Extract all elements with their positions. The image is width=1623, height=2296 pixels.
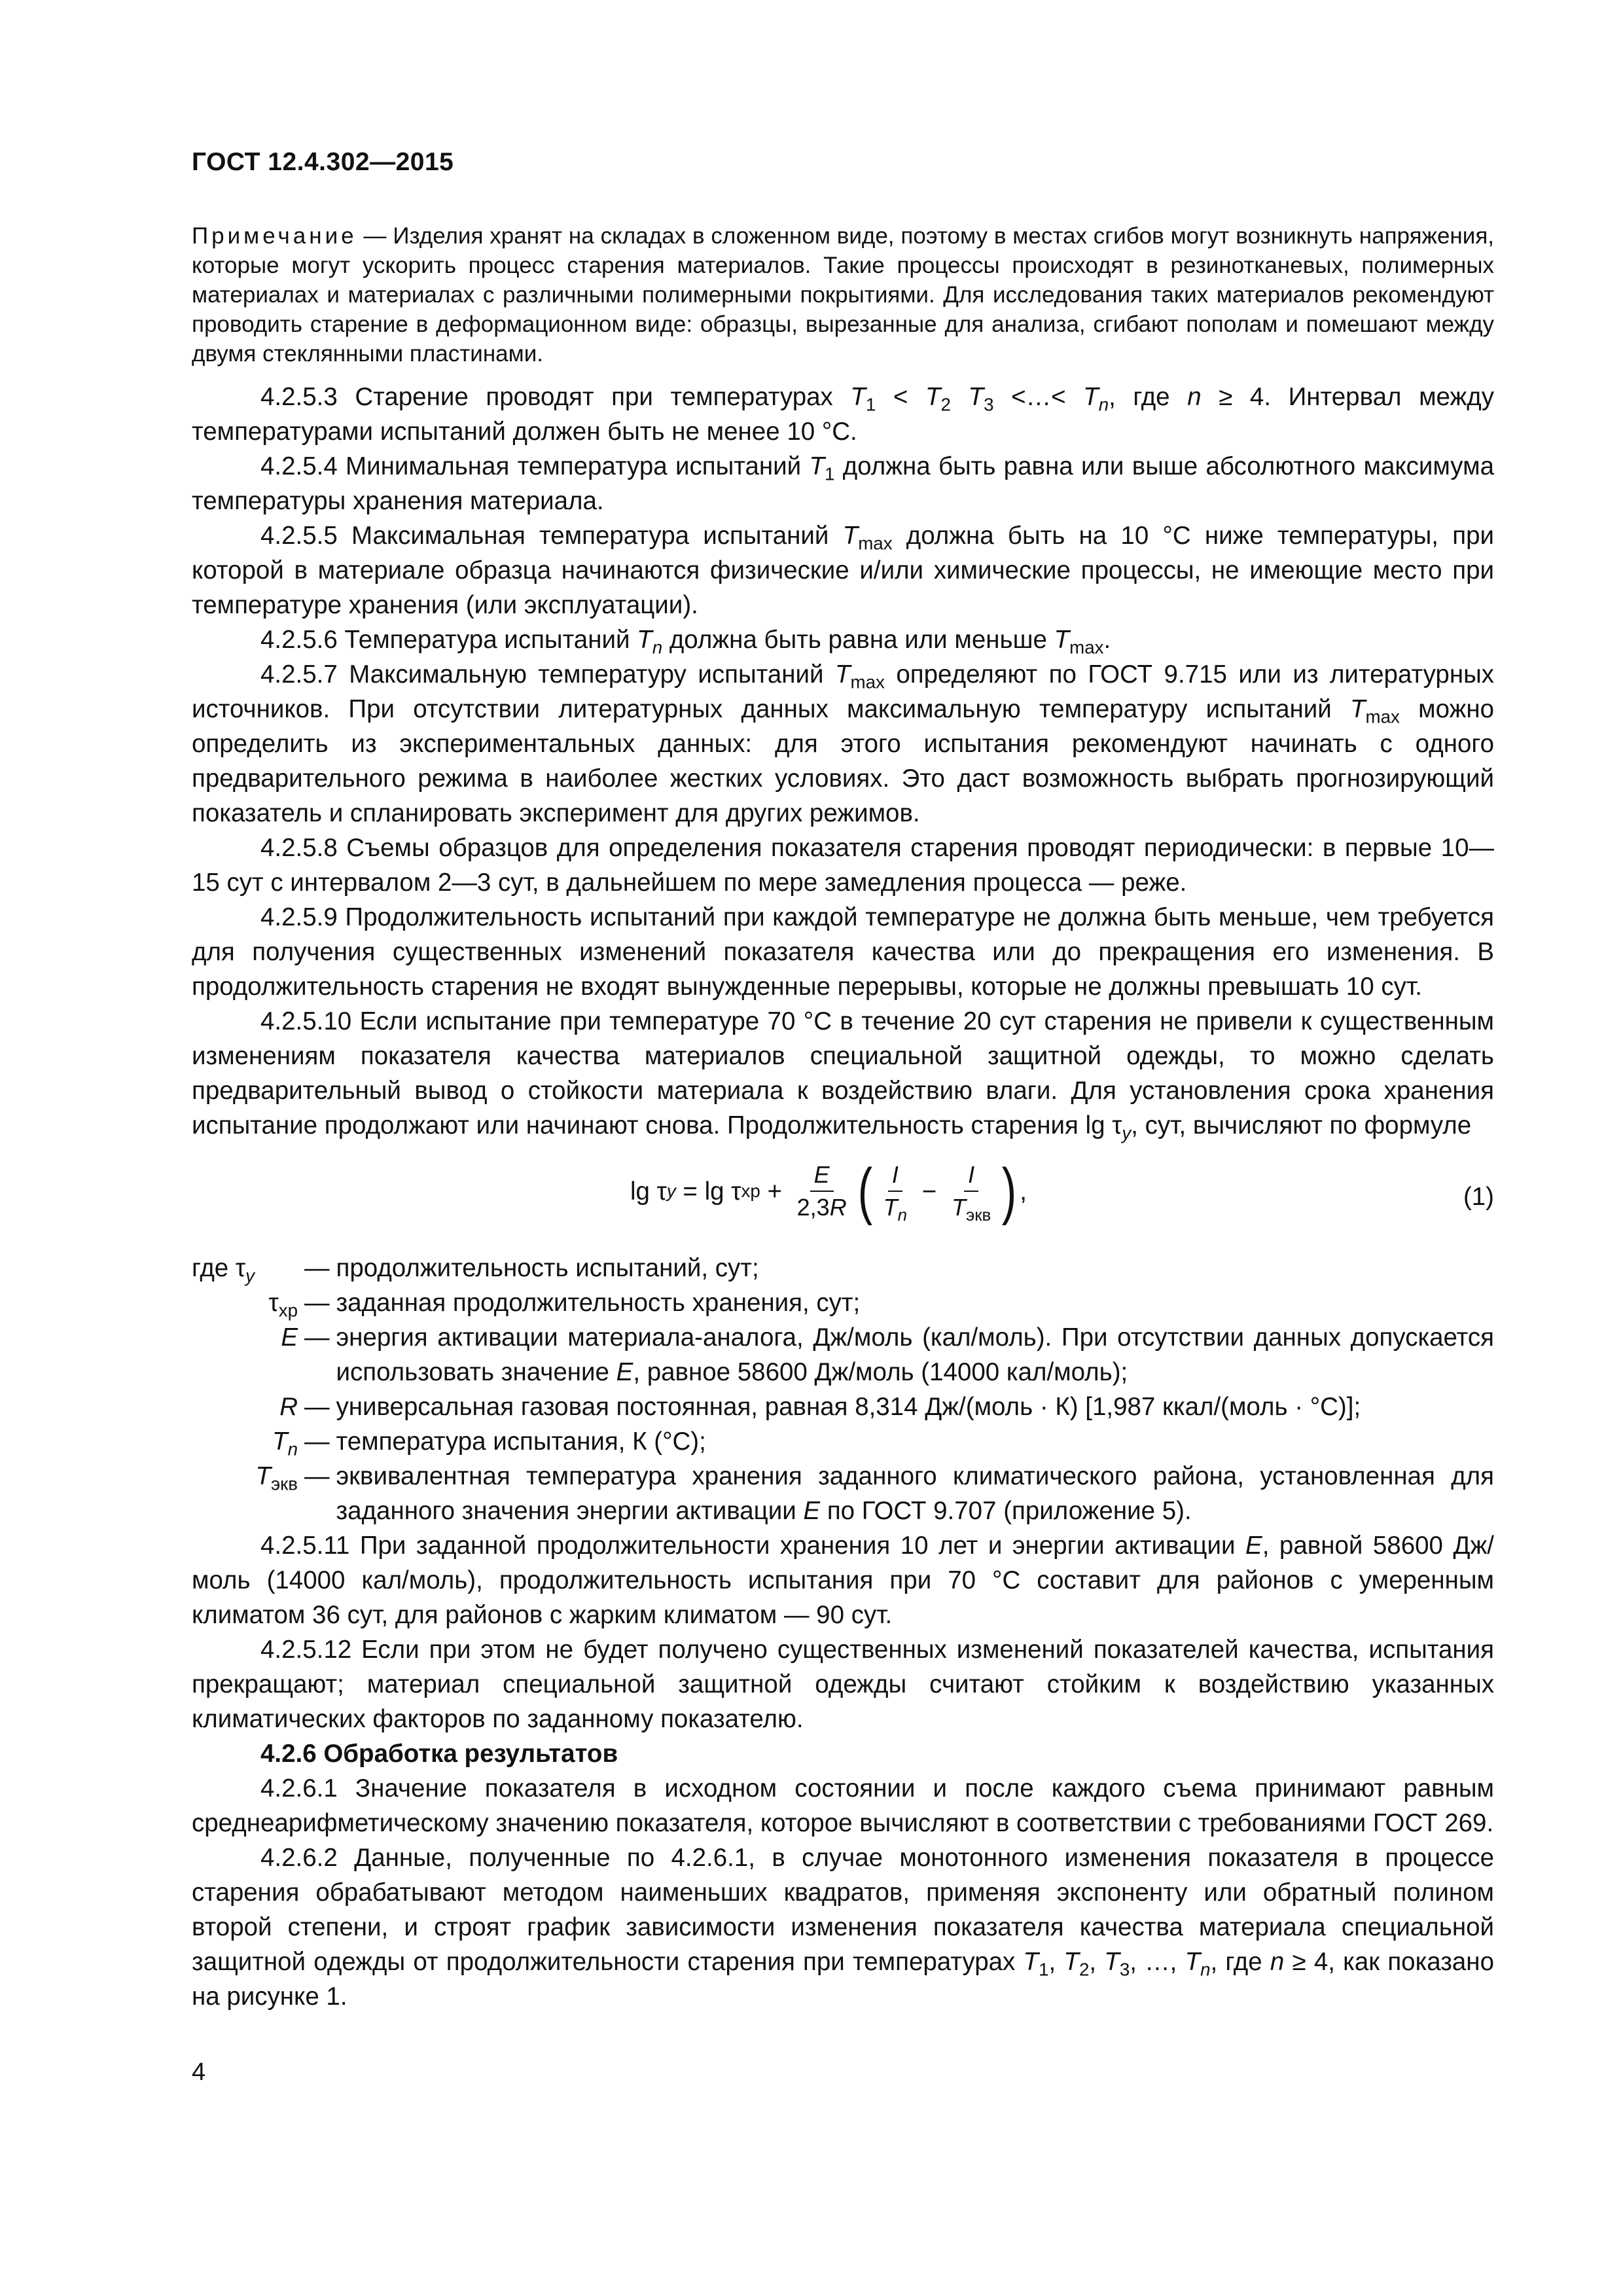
clause-4-2-5-7: 4.2.5.7 Максимальную температуру испытаний $T_{max}$ определяют по ГОСТ 9.715 или из литературных источников. При отсутствии литературных данных максимальную температуру испытаний $T_{max}$ можно определить из экспериментальных данных: для этого испытания рекомендуют начинать с одного предварительного режима в наиболее жестких условиях. Это даст возможность выбрать прогнозирующий показатель и спланировать эксперимент для других режимов. xyxy=(192,660,1494,827)
definition-tekv: $T_{экв}$ — эквивалентная температура хранения заданного климатического района, установленная для заданного значения энергии активации E по ГОСТ 9.707 (приложение 5). xyxy=(255,1462,1494,1525)
clause-4-2-5-6: 4.2.5.6 Температура испытаний $T_n$ должна быть равна или меньше $T_{max}$. xyxy=(260,626,1111,658)
left-paren: ( xyxy=(857,1156,872,1226)
clause-4-2-5-10: 4.2.5.10 Если испытание при температуре 70 °С в течение 20 сут старения не привели к существенным изменениям показателя качества материалов специальной защитной одежды, то можно сделать предварительный вывод о стойкости материала к воздействию влаги. Для установления срока хранения испытание продолжают или начинают снова. Продолжительность старения $\lg \tau_y$, сут, вычисляют по формуле xyxy=(192,1007,1494,1143)
note-block xyxy=(192,221,1494,368)
variable-definitions xyxy=(192,1251,1494,1528)
section-heading-4-2-6: 4.2.6 Обработка результатов xyxy=(260,1740,618,1768)
formula-expression: lg τ y = lg τ хр + $\frac{E}{2,3R}$ ( $\frac{I}{T_n}$ − $\frac{I}{T_{экв}}$ ) , xyxy=(630,1156,1027,1226)
clause-4-2-5-3: 4.2.5.3 Старение проводят при температурах $T_1 < T_2$ $T_3$ <…< $T_n$, где n ≥ 4. Интервал между температурами испытаний должен быть не менее 10 °С. xyxy=(192,383,1494,446)
definition-e: E — энергия активации материала-аналога, Дж/моль (кал/моль). При отсутствии данных допускается использовать значение E, равное 58600 Дж/моль (14000 кал/моль); xyxy=(281,1323,1494,1386)
fraction-e-over-r: $\frac{E}{2,3R}$ xyxy=(796,1161,847,1221)
definition-tn: $T_n$ — температура испытания, К (°С); xyxy=(272,1427,706,1460)
clause-4-2-5-9: 4.2.5.9 Продолжительность испытаний при каждой температуре не должна быть меньше, чем требуется для получения существенных изменений показателя качества или до прекращения его изменения. В продолжительность старения не входят вынужденные перерывы, которые не должны превышать 10 сут. xyxy=(192,903,1494,1001)
definition-tau-y: где $\tau_y$ — продолжительность испытаний, сут; xyxy=(192,1254,759,1286)
clause-4-2-5-4: 4.2.5.4 Минимальная температура испытаний $T_1$ должна быть равна или выше абсолютного максимума температуры хранения материала. xyxy=(192,452,1494,515)
note-text: — Изделия хранят на складах в сложенном виде, поэтому в местах сгибов могут возникнуть напряжения, которые могут ускорить процесс старения материалов. Такие процессы происходят в резинотканевых, полимерных материалах и материалах с различными полимерными покрытиями. Для исследования таких материалов рекомендуют проводить старение в деформационном виде: образцы, вырезанные для анализа, сгибают пополам и помешают между двумя стеклянными пластинами. xyxy=(192,223,1494,367)
clause-4-2-5-12: 4.2.5.12 Если при этом не будет получено существенных изменений показателей качества, испытания прекращают; материал специальной защитной одежды считают стойким к воздействию указанных климатических факторов по заданному показателю. xyxy=(192,1636,1494,1733)
formula-1 xyxy=(192,1155,1494,1243)
clause-4-2-5-11: 4.2.5.11 При заданной продолжительности хранения 10 лет и энергии активации E, равной 58600 Дж/моль (14000 кал/моль), продолжительность испытания при 70 °С составит для районов с умеренным климатом 36 сут, для районов с жарким климатом — 90 сут. xyxy=(192,1532,1495,1629)
fraction-i-over-tn: $\frac{I}{T_n}$ xyxy=(883,1161,908,1225)
main-content xyxy=(192,380,1494,2014)
page-number: 4 xyxy=(192,2058,206,2086)
formula-number: (1) xyxy=(1463,1183,1494,1211)
document-code-header: ГОСТ 12.4.302—2015 xyxy=(192,148,454,176)
definition-r: R — универсальная газовая постоянная, равная 8,314 Дж/(моль · К) [1,987 ккал/(моль · °С)]; xyxy=(279,1393,1361,1421)
fraction-i-over-tekv: $\frac{I}{T_{экв}}$ xyxy=(951,1161,991,1225)
clause-4-2-5-5: 4.2.5.5 Максимальная температура испытаний $T_{max}$ должна быть на 10 °С ниже температуры, при которой в материале образца начинаются физические и/или химические процессы, не имеющие место при температуре хранения (или эксплуатации). xyxy=(192,522,1494,619)
right-paren: ) xyxy=(1002,1156,1017,1226)
clause-4-2-5-8: 4.2.5.8 Съемы образцов для определения показателя старения проводят периодически: в первые 10—15 сут с интервалом 2—3 сут, в дальнейшем по мере замедления процесса — реже. xyxy=(192,834,1494,897)
note-label: Примечание xyxy=(192,223,357,249)
definition-tau-xp: $\tau_{хр}$ — заданная продолжительность хранения, сут; xyxy=(268,1289,861,1321)
clause-4-2-6-1: 4.2.6.1 Значение показателя в исходном состоянии и после каждого съема принимают равным среднеарифметическому значению показателя, которое вычисляют в соответствии с требованиями ГОСТ 269. xyxy=(192,1774,1494,1837)
clause-4-2-6-2: 4.2.6.2 Данные, полученные по 4.2.6.1, в случае монотонного изменения показателя в процессе старения обрабатывают методом наименьших квадратов, применяя экспоненту или обратный полином второй степени, и строят график зависимости изменения показателя качества материала специальной защитной одежды от продолжительности старения при температурах $T_1$, $T_2$, $T_3$, …, $T_n$, где n ≥ 4, как показано на рисунке 1. xyxy=(192,1844,1494,2011)
